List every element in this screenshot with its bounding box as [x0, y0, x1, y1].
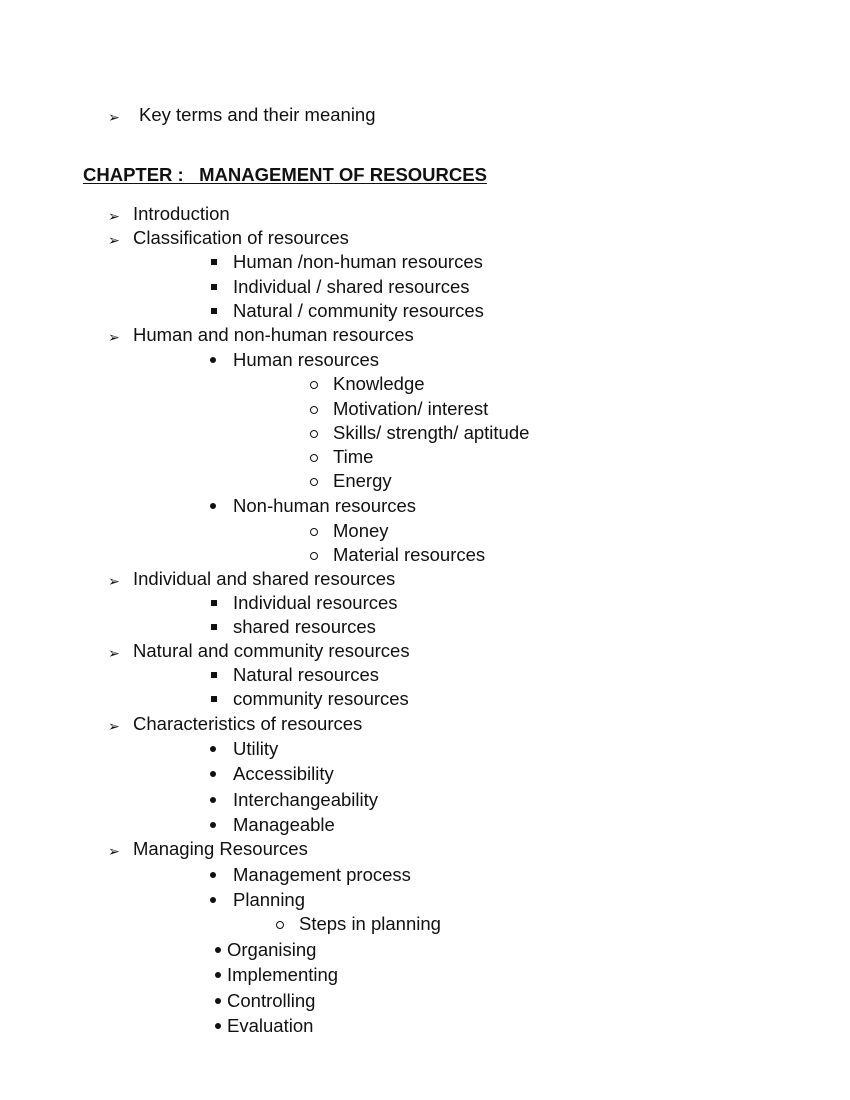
- square-bullet-icon: [211, 696, 217, 702]
- list-item-text: Skills/ strength/ aptitude: [333, 422, 530, 443]
- list-item-text: Managing Resources: [133, 838, 308, 859]
- list-item-text: Human and non-human resources: [133, 324, 414, 345]
- list-item-text: Characteristics of resources: [133, 713, 363, 734]
- ring-bullet-icon: [310, 552, 318, 560]
- square-bullet-icon: [211, 600, 217, 606]
- list-item-text: Natural and community resources: [133, 640, 410, 661]
- list-item-text: community resources: [233, 688, 409, 709]
- ring-bullet-icon: [276, 921, 284, 929]
- list-item-text: Controlling: [227, 990, 316, 1011]
- arrow-bullet-icon: ➢: [108, 232, 120, 248]
- arrow-bullet-icon: ➢: [108, 329, 120, 345]
- dot-bullet-icon: [215, 947, 221, 953]
- dot-bullet-icon: [210, 771, 216, 777]
- arrow-bullet-icon: ➢: [108, 843, 120, 859]
- list-item-text: Time: [333, 446, 374, 467]
- list-item-text: Human resources: [233, 349, 380, 370]
- dot-bullet-icon: [210, 797, 216, 803]
- list-item-text: Management process: [233, 864, 411, 885]
- list-item-text: shared resources: [233, 616, 376, 637]
- dot-bullet-icon: [210, 746, 216, 752]
- dot-bullet-icon: [210, 357, 216, 363]
- square-bullet-icon: [211, 672, 217, 678]
- dot-bullet-icon: [210, 822, 216, 828]
- list-item-text: Motivation/ interest: [333, 398, 489, 419]
- list-item-text: Money: [333, 520, 389, 541]
- list-item-text: Implementing: [227, 964, 339, 985]
- list-item-text: Interchangeability: [233, 789, 379, 810]
- square-bullet-icon: [211, 308, 217, 314]
- ring-bullet-icon: [310, 528, 318, 536]
- list-item-text: Planning: [233, 889, 306, 910]
- list-item-text: Steps in planning: [299, 913, 441, 934]
- list-item-text: Knowledge: [333, 373, 425, 394]
- list-item-text: Material resources: [333, 544, 486, 565]
- arrow-bullet-icon: ➢: [108, 208, 120, 224]
- square-bullet-icon: [211, 624, 217, 630]
- list-item-text: Introduction: [133, 203, 230, 224]
- arrow-bullet-icon: ➢: [108, 718, 120, 734]
- list-item-text: Utility: [233, 738, 279, 759]
- list-item-text: Accessibility: [233, 763, 334, 784]
- list-item-text: Non-human resources: [233, 495, 417, 516]
- list-item-text: Individual resources: [233, 592, 398, 613]
- list-item-text: Energy: [333, 470, 392, 491]
- dot-bullet-icon: [210, 503, 216, 509]
- ring-bullet-icon: [310, 430, 318, 438]
- dot-bullet-icon: [210, 872, 216, 878]
- square-bullet-icon: [211, 259, 217, 265]
- list-item-text: Key terms and their meaning: [139, 104, 376, 125]
- list-item-text: Evaluation: [227, 1015, 314, 1036]
- dot-bullet-icon: [215, 1023, 221, 1029]
- list-item-text: Human /non-human resources: [233, 251, 483, 272]
- list-item-text: Individual and shared resources: [133, 568, 396, 589]
- dot-bullet-icon: [210, 897, 216, 903]
- chapter-heading: CHAPTER : MANAGEMENT OF RESOURCES: [83, 164, 487, 185]
- list-item-text: Individual / shared resources: [233, 276, 470, 297]
- list-item-text: Natural / community resources: [233, 300, 484, 321]
- square-bullet-icon: [211, 284, 217, 290]
- arrow-bullet-icon: ➢: [108, 573, 120, 589]
- ring-bullet-icon: [310, 478, 318, 486]
- ring-bullet-icon: [310, 406, 318, 414]
- list-item-text: Natural resources: [233, 664, 380, 685]
- list-item-text: Manageable: [233, 814, 335, 835]
- ring-bullet-icon: [310, 454, 318, 462]
- arrow-bullet-icon: ➢: [108, 645, 120, 661]
- list-item-text: Organising: [227, 939, 317, 960]
- list-item-text: Classification of resources: [133, 227, 349, 248]
- ring-bullet-icon: [310, 381, 318, 389]
- dot-bullet-icon: [215, 972, 221, 978]
- dot-bullet-icon: [215, 998, 221, 1004]
- arrow-bullet-icon: ➢: [108, 109, 120, 125]
